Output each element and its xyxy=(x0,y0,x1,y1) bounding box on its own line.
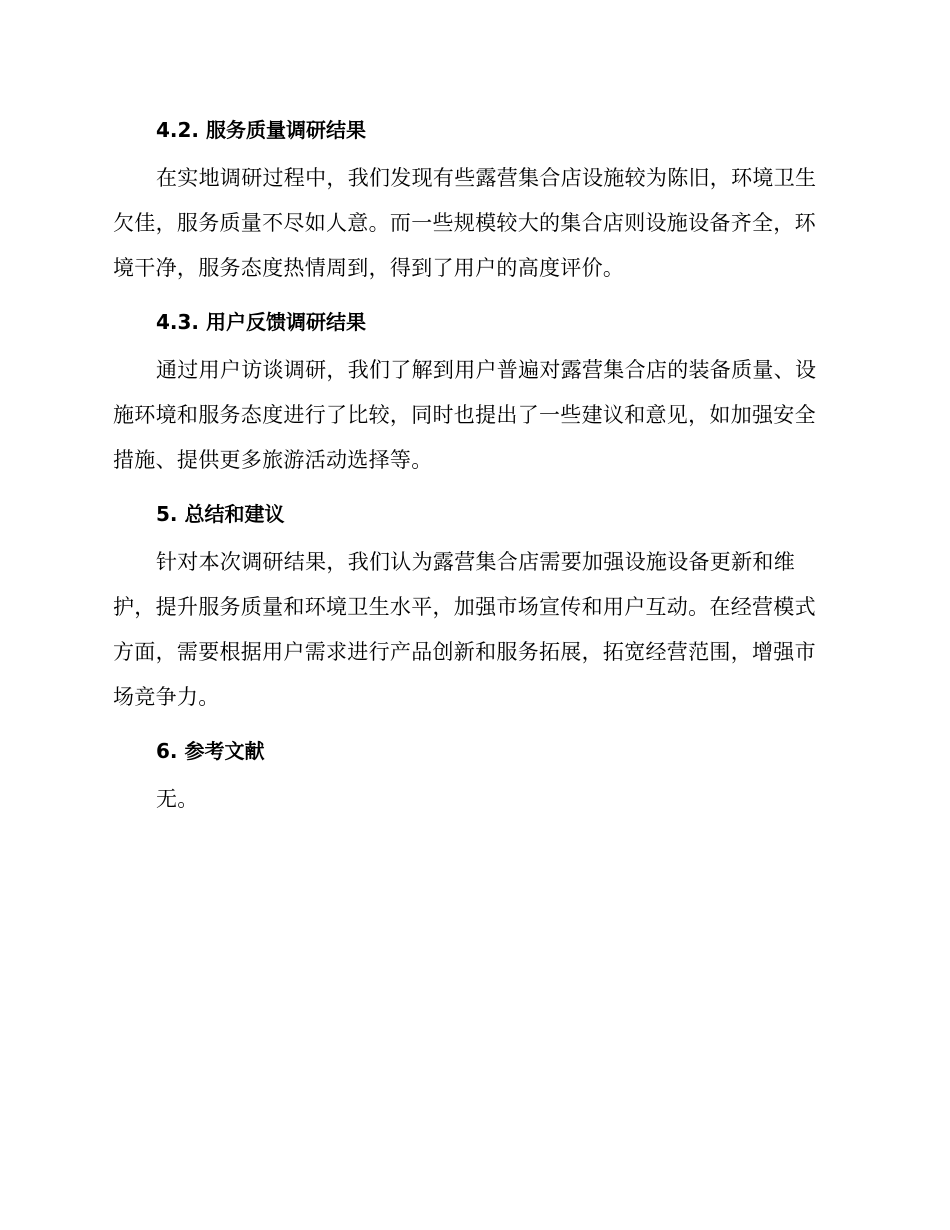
paragraph-line: 措施、提供更多旅游活动选择等。 xyxy=(113,448,433,472)
section-heading-6: 6. 参考文献 xyxy=(156,739,265,763)
section-heading-5: 5. 总结和建议 xyxy=(156,502,285,526)
paragraph-line: 在实地调研过程中，我们发现有些露营集合店设施较为陈旧，环境卫生 xyxy=(156,166,817,190)
paragraph-line: 针对本次调研结果，我们认为露营集合店需要加强设施设备更新和维 xyxy=(156,550,795,574)
paragraph-line: 无。 xyxy=(156,787,199,811)
section-paragraph-4-3 xyxy=(113,348,831,483)
section-heading-4-3: 4.3. 用户反馈调研结果 xyxy=(156,310,366,334)
document-body xyxy=(113,112,831,822)
paragraph-line: 场竞争力。 xyxy=(113,685,220,709)
paragraph-line: 通过用户访谈调研，我们了解到用户普遍对露营集合店的装备质量、设 xyxy=(156,358,817,382)
paragraph-line: 护，提升服务质量和环境卫生水平，加强市场宣传和用户互动。在经营模式 xyxy=(113,595,816,619)
paragraph-line: 施环境和服务态度进行了比较，同时也提出了一些建议和意见，如加强安全 xyxy=(113,403,816,427)
section-paragraph-4-2 xyxy=(113,156,831,291)
section-paragraph-6 xyxy=(113,777,831,822)
paragraph-line: 方面，需要根据用户需求进行产品创新和服务拓展，拓宽经营范围，增强市 xyxy=(113,640,816,664)
section-paragraph-5 xyxy=(113,540,831,720)
paragraph-line: 境干净，服务态度热情周到，得到了用户的高度评价。 xyxy=(113,256,625,280)
section-heading-4-2: 4.2. 服务质量调研结果 xyxy=(156,118,366,142)
paragraph-line: 欠佳，服务质量不尽如人意。而一些规模较大的集合店则设施设备齐全，环 xyxy=(113,211,816,235)
